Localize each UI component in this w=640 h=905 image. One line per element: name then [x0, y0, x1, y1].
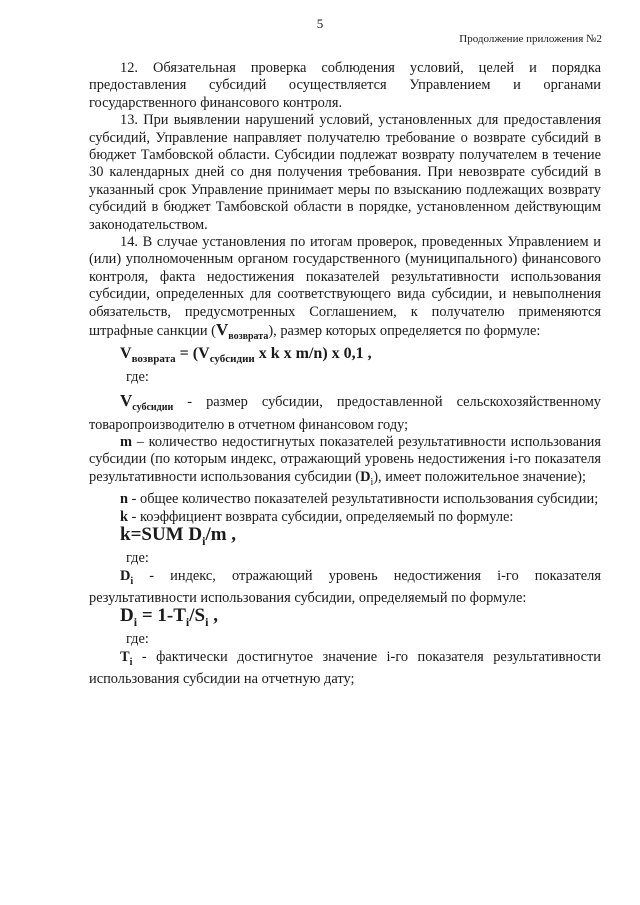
def-n-symbol: n	[120, 491, 129, 508]
formula-d-a: D	[120, 605, 134, 627]
def-k-text: - коэффициент возврата субсидии, определяемый по формуле:	[128, 508, 514, 525]
def-d-text: - индекс, отражающий уровень недостижения i-го показателя результативности использования субсидии, определяемый по формуле:	[89, 567, 601, 606]
formula-k-a: k=SUM D	[120, 523, 203, 545]
def-t-text: - фактически достигнутое значение i-го показателя результативности использования субсидии на отчетную дату;	[89, 648, 601, 688]
paragraph-12: 12. Обязательная проверка соблюдения условий, целей и порядка предоставления субсидий осуществляется Управлением и органами государственного финансового контроля.	[89, 60, 601, 111]
formula-refund-lhs-sub: возврата	[131, 353, 176, 366]
where-label-1: где:	[126, 368, 149, 385]
where-label-3: где:	[126, 631, 149, 648]
definition-n	[89, 491, 601, 508]
def-v-sub: субсидии	[132, 402, 174, 414]
formula-refund-v: V	[198, 345, 210, 363]
def-m-symbol: m	[120, 434, 132, 451]
formula-k	[89, 523, 601, 550]
formula-k-sub: i	[202, 533, 206, 548]
def-n-text: - общее количество показателей результативности использования субсидии;	[128, 491, 599, 508]
page-number: 5	[316, 16, 324, 31]
def-v-text: - размер субсидии, предоставленной сельскохозяйственному товаропроизводителю в отчетном финансовом году;	[89, 394, 601, 433]
paragraph-14-tail: ), размер которых определяется по формуле:	[268, 323, 541, 340]
formula-d-c: /S	[189, 605, 206, 627]
formula-d-b: = 1-T	[137, 605, 186, 627]
def-t-sub: i	[129, 656, 133, 668]
formula-d-a-sub: i	[133, 615, 138, 630]
formula-k-b: /m ,	[205, 523, 237, 545]
formula-d-b-sub: i	[185, 615, 190, 630]
formula-refund-lhs: V	[120, 345, 132, 363]
formula-d-c-sub: i	[205, 615, 209, 630]
sanction-symbol: V	[215, 320, 229, 340]
paragraph-13: 13. При выявлении нарушений условий, установленных для предоставления субсидий, Управление направляет получателю требование о возврате субсидий в бюджет Тамбовской области. Субсидии подлежат возврату получателем в течение 30 календарных дней со дня получения требования. При невозврате субсидий в указанный срок Управление принимает меры по взысканию подлежащих возврату субсидий в бюджет Тамбовской области в порядке, установленном действующим законодательством.	[89, 112, 601, 233]
def-m-d: D	[360, 468, 371, 485]
formula-refund-v-sub: субсидии	[209, 353, 255, 366]
sanction-symbol-sub: возврата	[228, 330, 269, 342]
definition-v-subsidy	[89, 392, 601, 434]
continuation-label: Продолжение приложения №2	[459, 33, 602, 45]
def-v-symbol: V	[120, 391, 133, 411]
def-m-tail: ), имеет положительное значение);	[373, 468, 586, 485]
def-t-symbol: T	[120, 648, 130, 665]
where-label-2: где:	[126, 550, 149, 567]
def-k-symbol: k	[120, 508, 129, 525]
formula-d-d: ,	[208, 605, 218, 627]
def-m-d-sub: i	[370, 476, 374, 488]
definition-t	[89, 649, 601, 689]
formula-d	[89, 607, 601, 631]
formula-refund-eq: = (	[175, 345, 199, 363]
paragraph-14	[89, 234, 601, 345]
paragraph-14-text: 14. В случае установления по итогам проверок, проведенных Управлением и (или) уполномоченным органом государственного (муниципального) финансового контроля, факта недостижения показателей результативности использования субсидии, определенных для соответствующего вида субсидии, и невыполнения обязательств, предусмотренных Соглашением, к получателю применяются штрафные санкции (	[89, 234, 601, 340]
def-m-text: – количество недостигнутых показателей результативности использования субсидии (по которым индекс, отражающий уровень недостижения i-го показателя результативности использования субсидии (	[89, 434, 601, 485]
document-body	[89, 60, 601, 689]
definition-d	[89, 568, 601, 608]
formula-refund-rest: x k x m/n) x 0,1 ,	[254, 345, 372, 363]
formula-refund	[89, 345, 601, 369]
definition-m	[89, 434, 601, 491]
def-d-symbol: D	[120, 567, 131, 584]
def-d-sub: i	[130, 575, 134, 587]
